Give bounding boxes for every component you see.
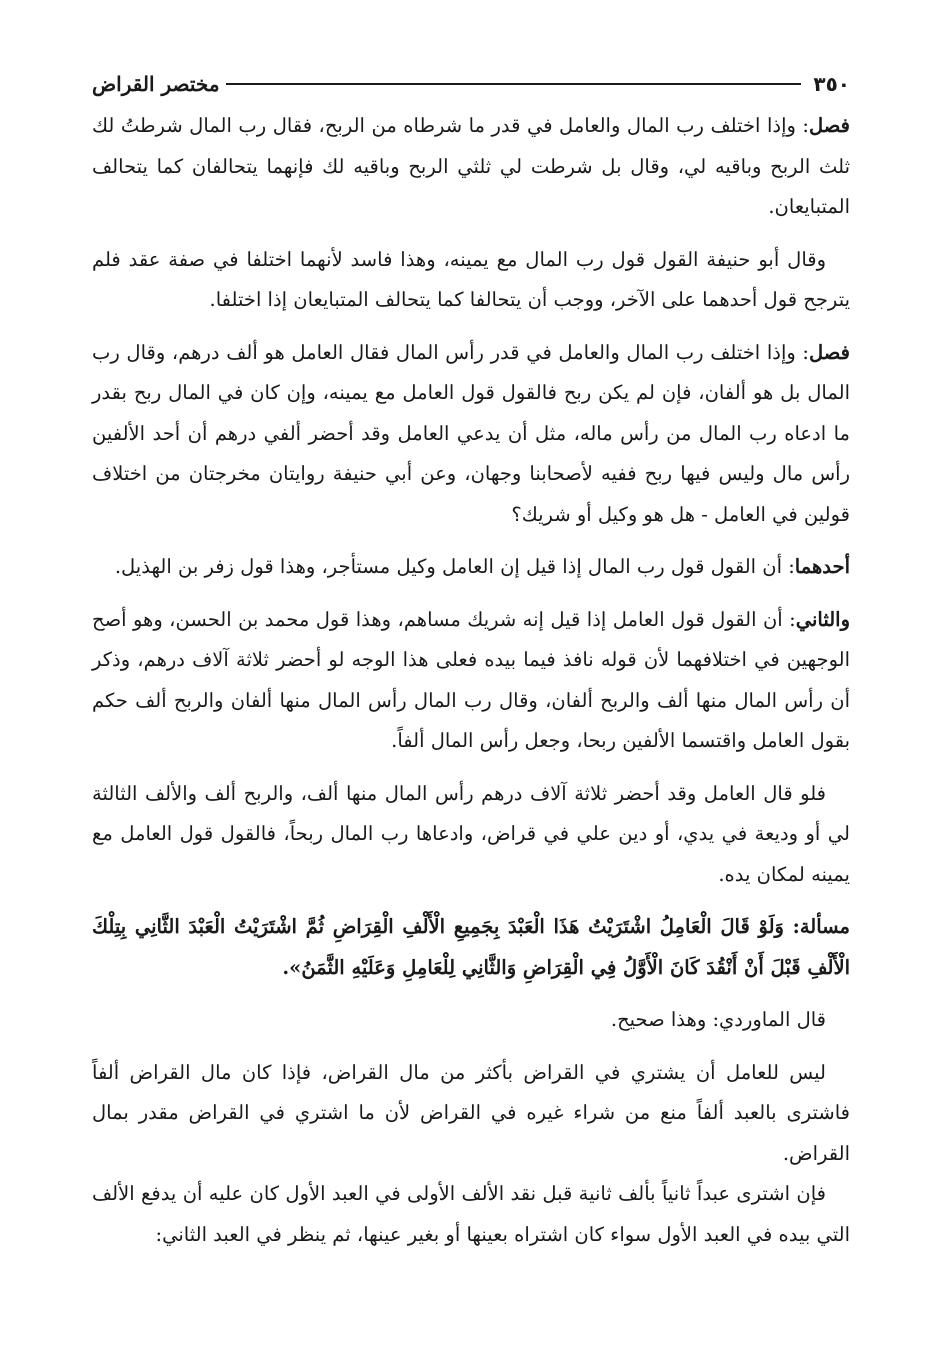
- paragraph-text: فلو قال العامل وقد أحضر ثلاثة آلاف درهم رأس المال منها ألف، والربح ألف والألف الثالثة لي أو وديعة في يدي، أو دين علي في قراض، وادعاها رب المال ربحاً، فالقول قول العامل مع يمينه لمكان يده.: [92, 781, 850, 886]
- section-label: فصل: [809, 340, 850, 364]
- paragraph-5: [92, 600, 850, 762]
- page-number: ٣٥٠: [813, 72, 850, 96]
- quoted-matn: : وَلَوْ قَالَ الْعَامِلُ اشْتَرَيْتُ هَذَا الْعَبْدَ بِجَمِيعِ الْأَلْفِ الْقِرَاضِ ثُمَّ اشْتَرَيْتُ الْعَبْدَ الثَّانِي بِتِلْكَ الْأَلْفِ قَبْلَ أَنْ أَنْقُدَ كَانَ الْأَوَّلُ فِي الْقِرَاضِ وَالثَّانِي لِلْعَامِلِ وَعَلَيْهِ الثَّمَنُ».: [92, 915, 850, 979]
- section-label: أحدهما: [794, 555, 850, 578]
- paragraph-text: : وإذا اختلف رب المال والعامل في قدر ما شرطاه من الربح، فقال رب المال شرطتُ لك ثلث الربح وباقيه لي، وقال بل شرطت لي ثلثي الربح وباقيه لك فإنهما يتحالفان كما يتحالف المتبايعان.: [92, 114, 850, 218]
- running-header: [92, 64, 850, 104]
- paragraph-text: وقال أبو حنيفة القول قول رب المال مع يمينه، وهذا فاسد لأنهما اختلفا في صفة عقد فلم يترجح قول أحدهما على الآخر، ووجب أن يتحالفا كما يتحالف المتبايعان إذا اختلفا.: [92, 247, 850, 311]
- paragraph-text: قال الماوردي: وهذا صحيح.: [610, 1008, 826, 1031]
- paragraph-text: : أن القول قول رب المال إذا قيل إن العامل وكيل مستأجر، وهذا قول زفر بن الهذيل.: [114, 555, 795, 578]
- paragraph-9: [92, 1053, 850, 1175]
- book-page: [92, 64, 850, 1255]
- paragraph-10: [92, 1174, 850, 1255]
- running-header-title: مختصر القراض: [92, 72, 220, 96]
- paragraph-4: [92, 547, 850, 588]
- paragraph-2: [92, 240, 850, 321]
- section-label: مسألة: [799, 915, 850, 938]
- paragraph-1: [92, 106, 850, 228]
- paragraph-text: فإن اشترى عبداً ثانياً بألف ثانية قبل نقد الألف الأولى في العبد الأول كان عليه أن يدفع الألف التي بيده في العبد الأول سواء كان اشتراه بعينها أو بغير عينها، ثم ينظر في العبد الثاني:: [92, 1182, 850, 1246]
- paragraph-3: [92, 333, 850, 536]
- paragraph-text: ليس للعامل أن يشتري في القراض بأكثر من مال القراض، فإذا كان مال القراض ألفاً فاشترى بالعبد ألفاً منع من شراء غيره في القراض لأن ما اشتري في القراض مقدر بمال القراض.: [92, 1060, 850, 1165]
- header-rule: [226, 83, 802, 85]
- paragraph-text: : وإذا اختلف رب المال والعامل في قدر رأس المال فقال العامل هو ألف درهم، وقال رب المال بل هو ألفان، فإن لم يكن ربح فالقول قول العامل مع يمينه، وإن كان في المال ربح بقدر ما ادعاه رب المال من رأس ماله، مثل أن يدعي العامل وقد أحضر ألفي درهم أن أحد الألفين رأس مال وليس فيها ربح ففيه لأصحابنا وجهان، وعن أبي حنيفة روايتان مخرجتان من اختلاف قولين في العامل - هل هو وكيل أو شريك؟: [92, 340, 850, 526]
- section-label: والثاني: [795, 607, 850, 631]
- paragraph-8: [92, 1000, 850, 1041]
- section-label: فصل: [809, 114, 850, 137]
- paragraph-6: [92, 774, 850, 896]
- paragraph-7: [92, 907, 850, 988]
- paragraph-text: : أن القول قول العامل إذا قيل إنه شريك مساهم، وهذا قول محمد بن الحسن، وهو أصح الوجهين في اختلافهما لأن قوله نافذ فيما بيده فعلى هذا الوجه لو أحضر ثلاثة آلاف درهم، وذكر أن رأس المال منها ألف والربح ألفان، وقال رب المال رأس المال منها ألفان والربح ألف حكم بقول العامل واقتسما الألفين ربحا، وجعل رأس المال ألفاً.: [92, 607, 850, 752]
